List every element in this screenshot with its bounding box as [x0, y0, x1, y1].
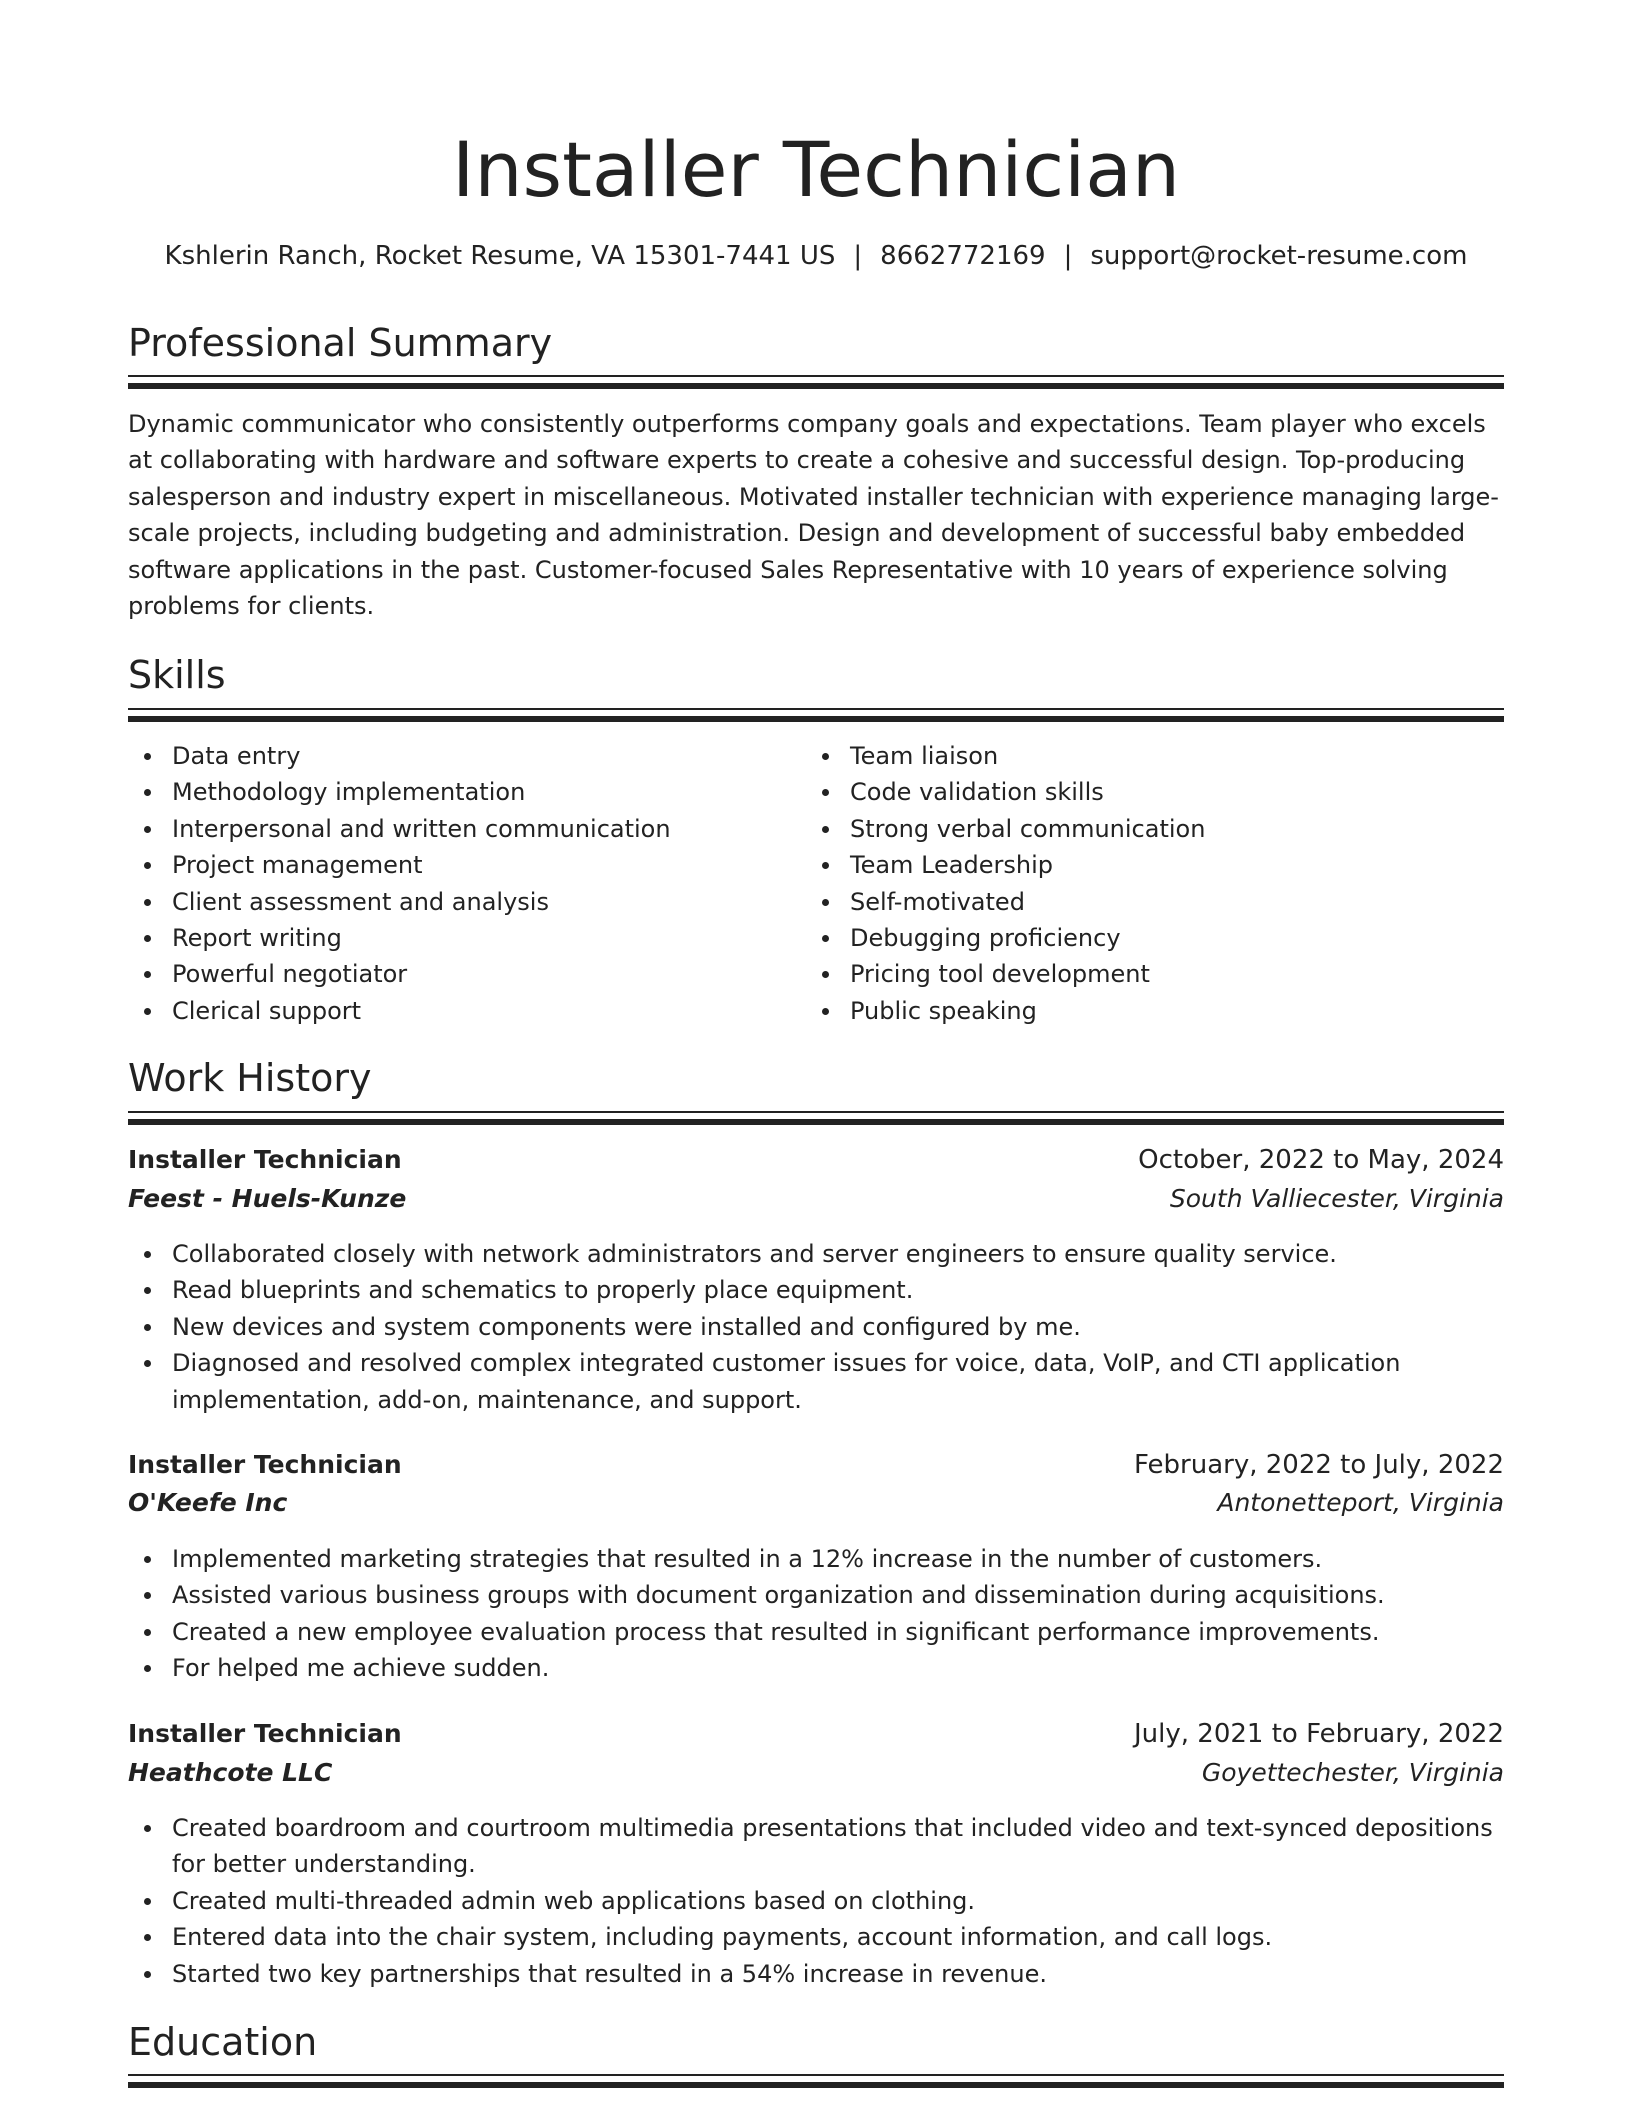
job-dates: February, 2022 to July, 2022 — [1134, 1450, 1504, 1480]
skill-item: Client assessment and analysis — [128, 884, 788, 920]
job-bullet: For helped me achieve sudden. — [128, 1650, 1504, 1686]
section-divider — [128, 1111, 1504, 1125]
job-bullet: Diagnosed and resolved complex integrated customer issues for voice, data, VoIP, and CTI application implementation, add-on, maintenance, and support. — [128, 1345, 1504, 1418]
job-company: O'Keefe Inc — [128, 1488, 288, 1517]
summary-text: Dynamic communicator who consistently outperforms company goals and expectations. Team player who excels at collaborating with hardware and software experts to create a cohesive and successful design. Top-producing salesperson and industry expert in miscellaneous. Motivated installer technician with experience managing large-scale projects, including budgeting and administration. Design and development of successful baby embedded software applications in the past. Customer-focused Sales Representative with 10 years of experience solving problems for clients. — [128, 410, 1499, 621]
skill-item: Team liaison — [806, 738, 1504, 774]
job-title: Installer Technician — [128, 1719, 402, 1748]
job-location: Goyettechester, Virginia — [1201, 1758, 1504, 1787]
skill-item: Project management — [128, 847, 788, 883]
skill-item: Interpersonal and written communication — [128, 811, 788, 847]
skill-item: Pricing tool development — [806, 956, 1504, 992]
job-location: Antonetteport, Virginia — [1217, 1488, 1504, 1517]
section-divider — [128, 2074, 1504, 2088]
job-company: Heathcote LLC — [128, 1758, 333, 1787]
section-divider — [128, 375, 1504, 389]
skill-item: Team Leadership — [806, 847, 1504, 883]
job-bullet: Created boardroom and courtroom multimedia presentations that included video and text-synced depositions for better understanding. — [128, 1810, 1504, 1883]
job-title: Installer Technician — [128, 1145, 402, 1174]
contact-separator: | — [853, 241, 863, 271]
job-bullets — [128, 1810, 1504, 1992]
contact-separator: | — [1063, 241, 1073, 271]
resume-page — [128, 0, 1504, 2112]
skill-item: Strong verbal communication — [806, 811, 1504, 847]
section-title-work-history: Work History — [128, 1056, 372, 1100]
job-bullet: Read blueprints and schematics to properly place equipment. — [128, 1272, 1504, 1308]
resume-name: Installer Technician — [451, 125, 1181, 214]
section-title-skills: Skills — [128, 653, 226, 697]
skill-item: Data entry — [128, 738, 788, 774]
skill-item: Self-motivated — [806, 884, 1504, 920]
job-title: Installer Technician — [128, 1450, 402, 1479]
job-bullet: Started two key partnerships that resulted in a 54% increase in revenue. — [128, 1956, 1504, 1992]
contact-email[interactable]: support@rocket-resume.com — [1090, 241, 1468, 271]
job-dates: July, 2021 to February, 2022 — [1134, 1719, 1504, 1749]
skill-item: Report writing — [128, 920, 788, 956]
job-bullet: Implemented marketing strategies that resulted in a 12% increase in the number of customers. — [128, 1541, 1504, 1577]
job-bullets — [128, 1541, 1504, 1687]
skill-item: Clerical support — [128, 993, 788, 1029]
job-bullet: Entered data into the chair system, including payments, account information, and call logs. — [128, 1919, 1504, 1955]
skill-item: Code validation skills — [806, 774, 1504, 810]
job-bullets — [128, 1236, 1504, 1418]
job-bullet: Created multi-threaded admin web applications based on clothing. — [128, 1883, 1504, 1919]
contact-address: Kshlerin Ranch, Rocket Resume, VA 15301-7441 US — [164, 241, 836, 271]
job-location: South Valliecester, Virginia — [1169, 1184, 1504, 1213]
section-title-education: Education — [128, 2020, 318, 2064]
job-dates: October, 2022 to May, 2024 — [1138, 1145, 1504, 1175]
skills-list-right — [806, 738, 1504, 1029]
section-title-summary: Professional Summary — [128, 321, 553, 365]
skill-item: Methodology implementation — [128, 774, 788, 810]
job-bullet: Created a new employee evaluation process that resulted in significant performance improvements. — [128, 1614, 1504, 1650]
skill-item: Public speaking — [806, 993, 1504, 1029]
contact-phone: 8662772169 — [880, 241, 1046, 271]
skill-item: Debugging proficiency — [806, 920, 1504, 956]
skills-list-left — [128, 738, 788, 1029]
job-company: Feest - Huels-Kunze — [128, 1184, 407, 1213]
contact-line — [128, 236, 1504, 276]
job-bullet: New devices and system components were installed and configured by me. — [128, 1309, 1504, 1345]
skill-item: Powerful negotiator — [128, 956, 788, 992]
section-divider — [128, 708, 1504, 722]
job-bullet: Collaborated closely with network administrators and server engineers to ensure quality service. — [128, 1236, 1504, 1272]
job-bullet: Assisted various business groups with document organization and dissemination during acquisitions. — [128, 1577, 1504, 1613]
